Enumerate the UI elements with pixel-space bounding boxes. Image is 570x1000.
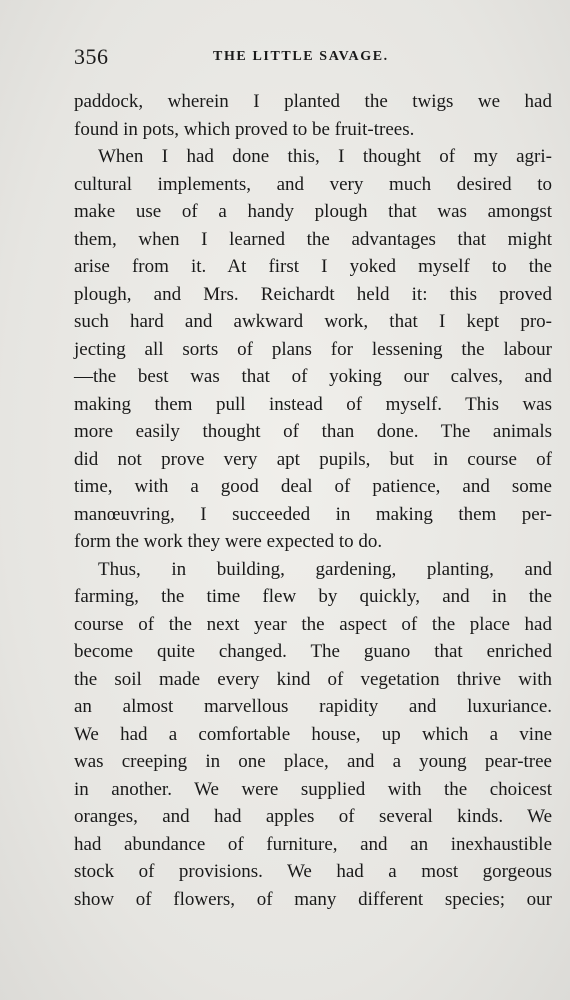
text-line: in another. We were supplied with the choicest	[74, 778, 552, 800]
text-line: them, when I learned the advantages that might	[74, 228, 552, 250]
text-line: manœuvring, I succeeded in making them per-	[74, 503, 552, 525]
text-line: arise from it. At first I yoked myself to the	[74, 256, 552, 277]
text-line: cultural implements, and very much desired to	[74, 173, 552, 195]
text-line: an almost marvellous rapidity and luxuriance.	[74, 696, 552, 717]
text-line: was creeping in one place, and a young pear-tree	[74, 751, 552, 772]
text-line: did not prove very apt pupils, but in course of	[74, 448, 552, 470]
page-number: 356	[74, 44, 109, 69]
text-line: such hard and awkward work, that I kept pro-	[74, 311, 552, 332]
text-line: form the work they were expected to do.	[74, 531, 383, 552]
text-line: Thus, in building, gardening, planting, and	[98, 558, 552, 580]
text-line: the soil made every kind of vegetation thrive with	[74, 668, 552, 690]
page-header	[74, 44, 552, 74]
text-line: plough, and Mrs. Reichardt held it: this proved	[74, 283, 552, 305]
text-line: become quite changed. The guano that enriched	[74, 641, 552, 662]
text-line: paddock, wherein I planted the twigs we had	[74, 91, 552, 112]
text-line: —the best was that of yoking our calves, and	[74, 366, 552, 387]
body-text	[74, 88, 552, 913]
text-line: make use of a handy plough that was amongst	[74, 201, 552, 222]
text-line: farming, the time flew by quickly, and in the	[74, 586, 552, 607]
text-line: found in pots, which proved to be fruit-trees.	[74, 118, 415, 140]
text-line: making them pull instead of myself. This was	[74, 393, 552, 415]
text-line: course of the next year the aspect of the place had	[74, 613, 552, 635]
text-line: oranges, and had apples of several kinds. We	[74, 806, 552, 827]
text-line: stock of provisions. We had a most gorgeous	[74, 861, 552, 882]
text-line: When I had done this, I thought of my agri-	[98, 146, 552, 167]
text-line: had abundance of furniture, and an inexhaustible	[74, 833, 552, 855]
text-line: show of flowers, of many different species; our	[74, 888, 552, 910]
text-line: We had a comfortable house, up which a vine	[74, 723, 552, 745]
text-line: more easily thought of than done. The animals	[74, 421, 552, 442]
text-line: time, with a good deal of patience, and some	[74, 476, 552, 497]
running-title: THE LITTLE SAVAGE.	[213, 49, 389, 64]
text-line: jecting all sorts of plans for lessening the labour	[74, 338, 552, 360]
